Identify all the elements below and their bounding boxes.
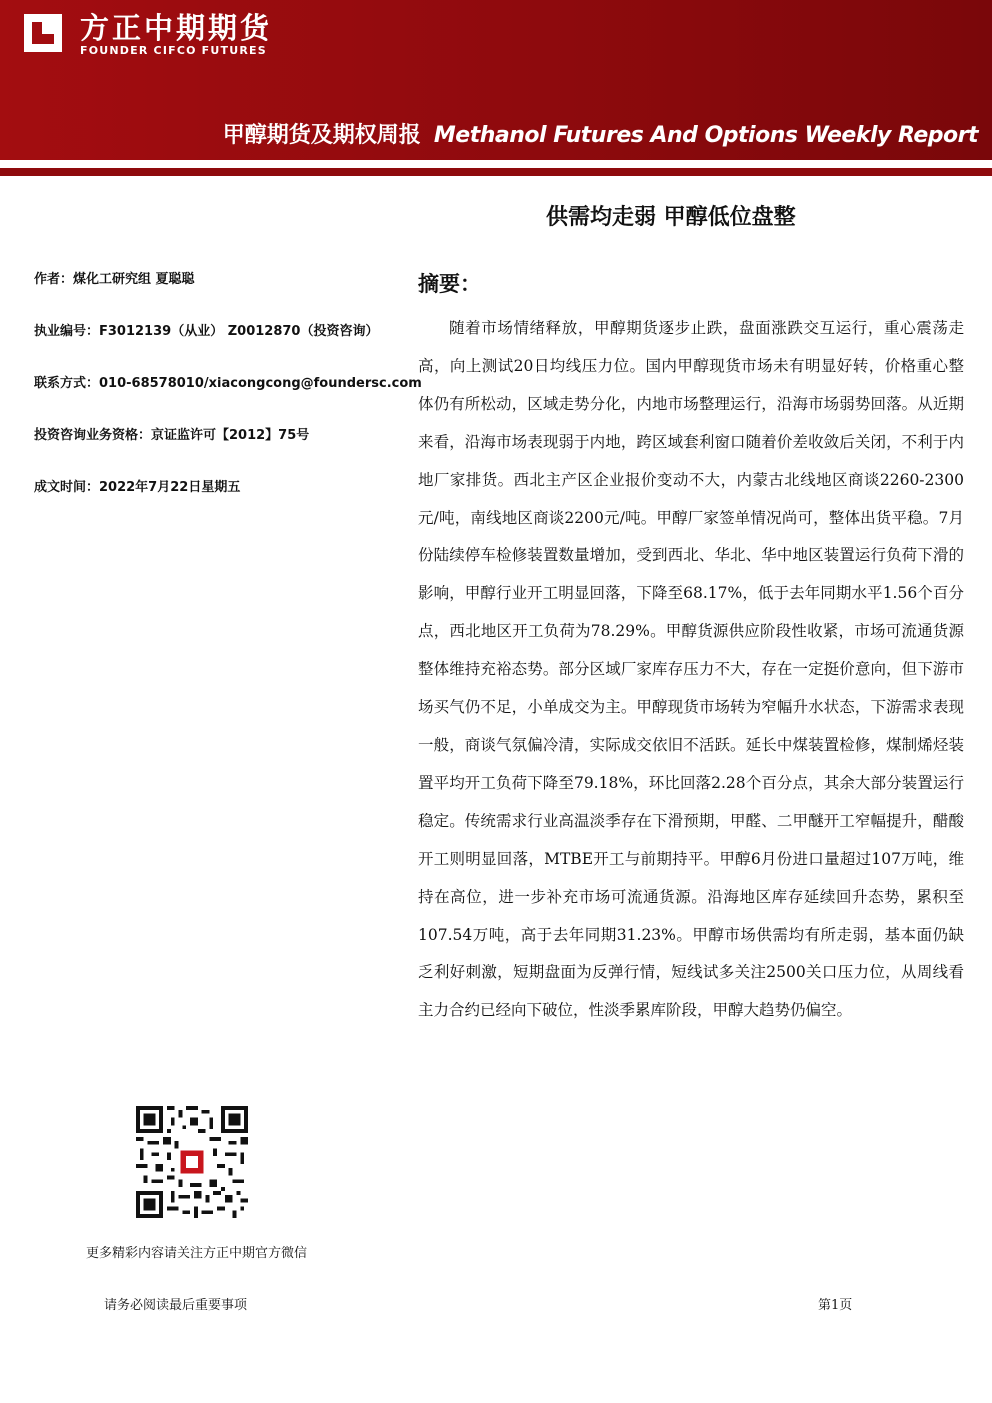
company-logo-icon — [22, 12, 64, 54]
report-title-cn: 甲醇期货及期权周报 — [222, 123, 421, 148]
qualification-line: 投资咨询业务资格：京证监许可【2012】75号 — [34, 428, 310, 443]
wechat-qr-code-icon[interactable] — [136, 1106, 248, 1218]
header-divider — [0, 168, 992, 176]
report-title-en: Methanol Futures And Options Weekly Report — [433, 123, 978, 148]
summary-body: 随着市场情绪释放，甲醇期货逐步止跌，盘面涨跌交互运行，重心震荡走高，向上测试20日均线压力位。国内甲醇现货市场未有明显好转，价格重心整体仍有所松动，区域走势分化，内地市场整理运行，沿海市场弱势回落。从近期来看，沿海市场表现弱于内地，跨区域套利窗口随着价差收敛后关闭，不利于内地厂家排货。西北主产区企业报价变动不大，内蒙古北线地区商谈2260-2300元/吨，南线地区商谈2200元/吨。甲醇厂家签单情况尚可，整体出货平稳。7月份陆续停车检修装置数量增加，受到西北、华北、华中地区装置运行负荷下滑的影响，甲醇行业开工明显回落，下降至68.17%，低于去年同期水平1.56个百分点，西北地区开工负荷为78.29%。甲醇货源供应阶段性收紧，市场可流通货源整体维持充裕态势。部分区域厂家库存压力不大，存在一定挺价意向，但下游市场买气仍不足，小单成交为主。甲醇现货市场转为窄幅升水状态，下游需求表现一般，商谈气氛偏冷清，实际成交依旧不活跃。延长中煤装置检修，煤制烯烃装置平均开工负荷下降至79.18%，环比回落2.28个百分点，其余大部分装置运行稳定。传统需求行业高温淡季存在下滑预期，甲醛、二甲醚开工窄幅提升，醋酸开工则明显回落，MTBE开工与前期持平。甲醇6月份进口量超过107万吨，维持在高位，进一步补充市场可流通货源。沿海地区库存延续回升态势，累积至107.54万吨，高于去年同期31.23%。甲醇市场供需均有所走弱，基本面仍缺乏利好刺激，短期盘面为反弹行情，短线试多关注2500关口压力位，从周线看主力合约已经向下破位，性淡季累库阶段，甲醇大趋势仍偏空。 — [418, 319, 964, 1020]
license-line: 执业编号：F3012139（从业） Z0012870（投资咨询） — [34, 324, 379, 339]
footer-notice: 请务必阅读最后重要事项 — [104, 1298, 248, 1313]
header-banner — [0, 0, 992, 160]
page-number: 第1页 — [818, 1298, 853, 1313]
report-headline: 供需均走弱 甲醇低位盘整 — [546, 205, 796, 230]
report-title — [223, 118, 978, 149]
qr-caption: 更多精彩内容请关注方正中期官方微信 — [86, 1246, 308, 1261]
contact-line: 联系方式：010-68578010/xiacongcong@foundersc.com — [34, 376, 422, 391]
company-name-cn: 方正中期期货 — [80, 11, 273, 45]
author-line: 作者：煤化工研究组 夏聪聪 — [34, 272, 195, 287]
date-line: 成文时间：2022年7月22日星期五 — [34, 480, 241, 495]
summary-heading: 摘要： — [418, 272, 481, 296]
company-name-en: FOUNDER CIFCO FUTURES — [80, 44, 267, 57]
